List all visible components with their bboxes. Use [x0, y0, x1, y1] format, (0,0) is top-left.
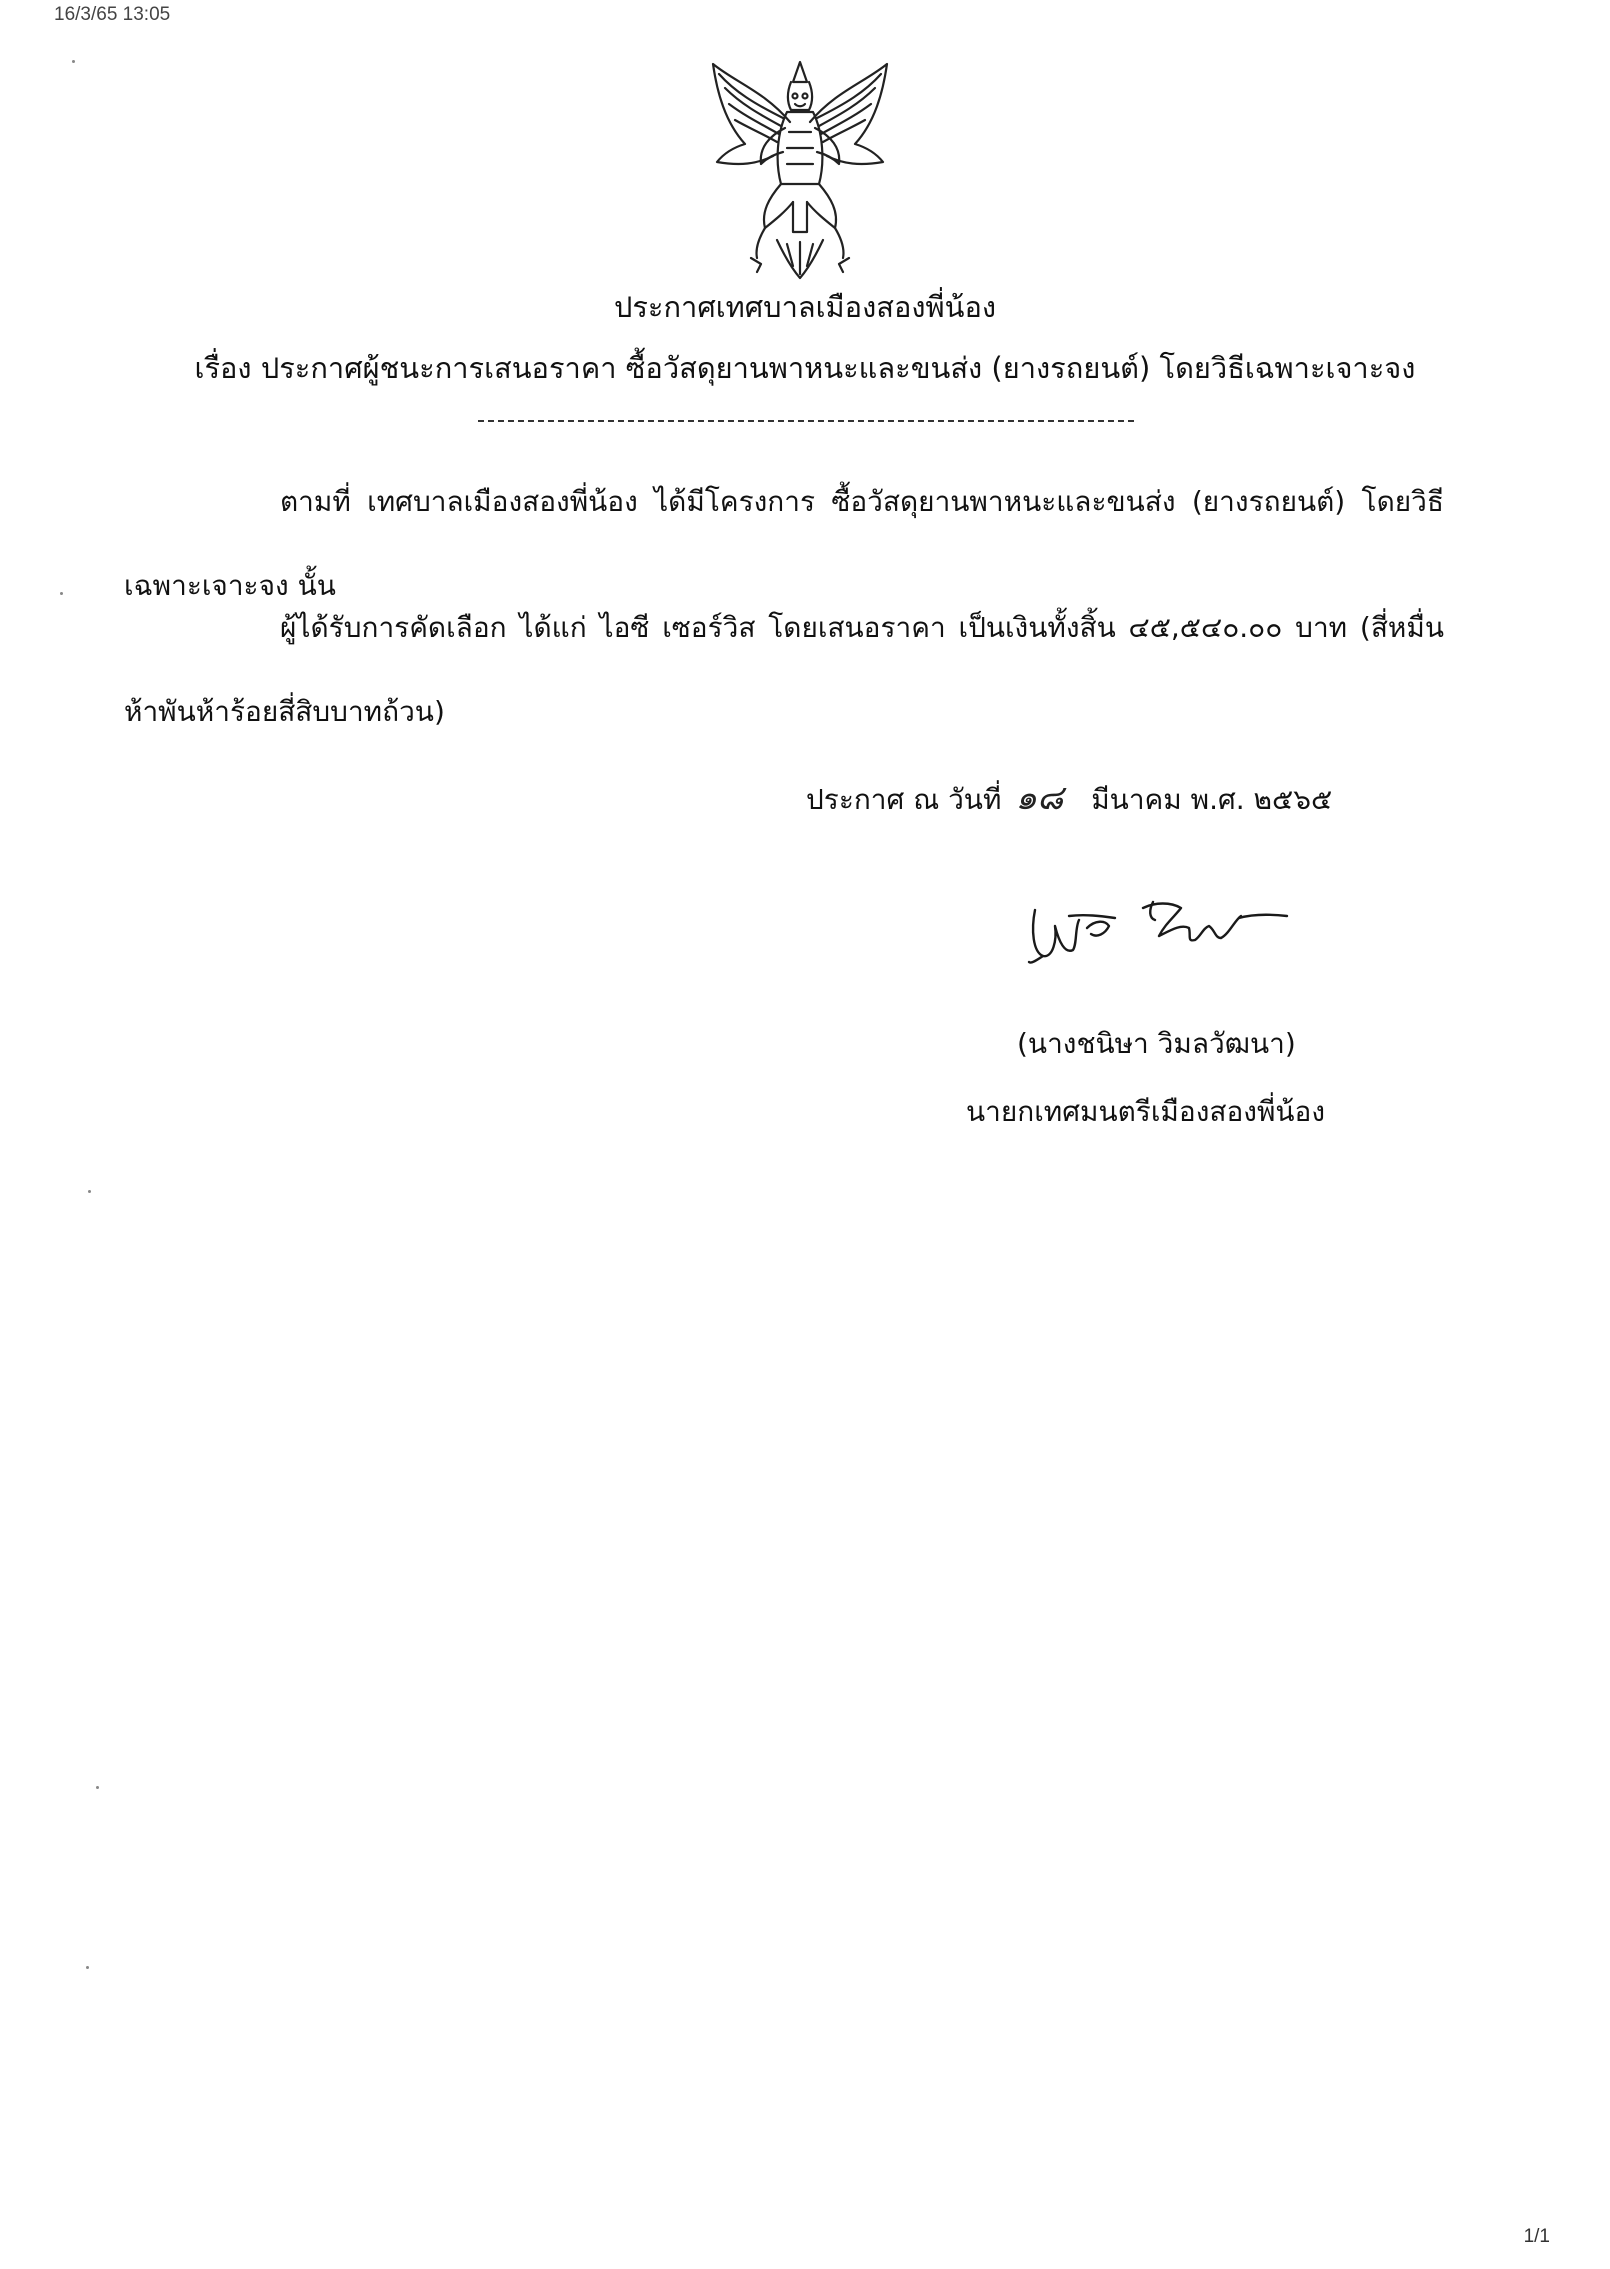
dashed-divider [478, 420, 1134, 422]
scan-speck [60, 592, 63, 595]
date-day-handwritten: ๑๘ [1015, 778, 1064, 818]
scan-speck [96, 1786, 99, 1789]
announcement-date [806, 770, 1332, 824]
scan-speck [86, 1966, 89, 1969]
announcement-subject: เรื่อง ประกาศผู้ชนะการเสนอราคา ซื้อวัสดุยานพาหนะและขนส่ง (ยางรถยนต์) โดยวิธีเฉพาะเจาะจง [194, 351, 1416, 385]
signer-position: นายกเทศมนตรีเมืองสองพี่น้อง [966, 1095, 1326, 1128]
body-paragraph-winner: ผู้ได้รับการคัดเลือก ได้แก่ ไอซี เซอร์วิส โดยเสนอราคา เป็นเงินทั้งสิ้น ๔๕,๕๔๐.๐๐ บาท (สี่หมื่นห้าพันห้าร้อยสี่สิบบาทถ้วน) [124, 611, 1444, 728]
announcement-title: ประกาศเทศบาลเมืองสองพี่น้อง [613, 290, 997, 324]
garuda-emblem-icon [695, 52, 905, 284]
scan-speck [72, 60, 75, 63]
scan-speck [88, 1190, 91, 1193]
date-prefix: ประกาศ ณ วันที่ [806, 783, 1002, 816]
date-month-year: มีนาคม พ.ศ. ๒๕๖๕ [1091, 783, 1333, 816]
signer-name: (นางชนิษา วิมลวัฒนา) [1017, 1027, 1296, 1060]
print-timestamp: 16/3/65 13:05 [54, 4, 171, 25]
page-counter: 1/1 [1523, 2226, 1550, 2247]
handwritten-signature [1025, 880, 1295, 970]
body-paragraph-project: ตามที่ เทศบาลเมืองสองพี่น้อง ได้มีโครงการ ซื้อวัสดุยานพาหนะและขนส่ง (ยางรถยนต์) โดยวิธีเฉพาะเจาะจง นั้น [124, 485, 1444, 602]
